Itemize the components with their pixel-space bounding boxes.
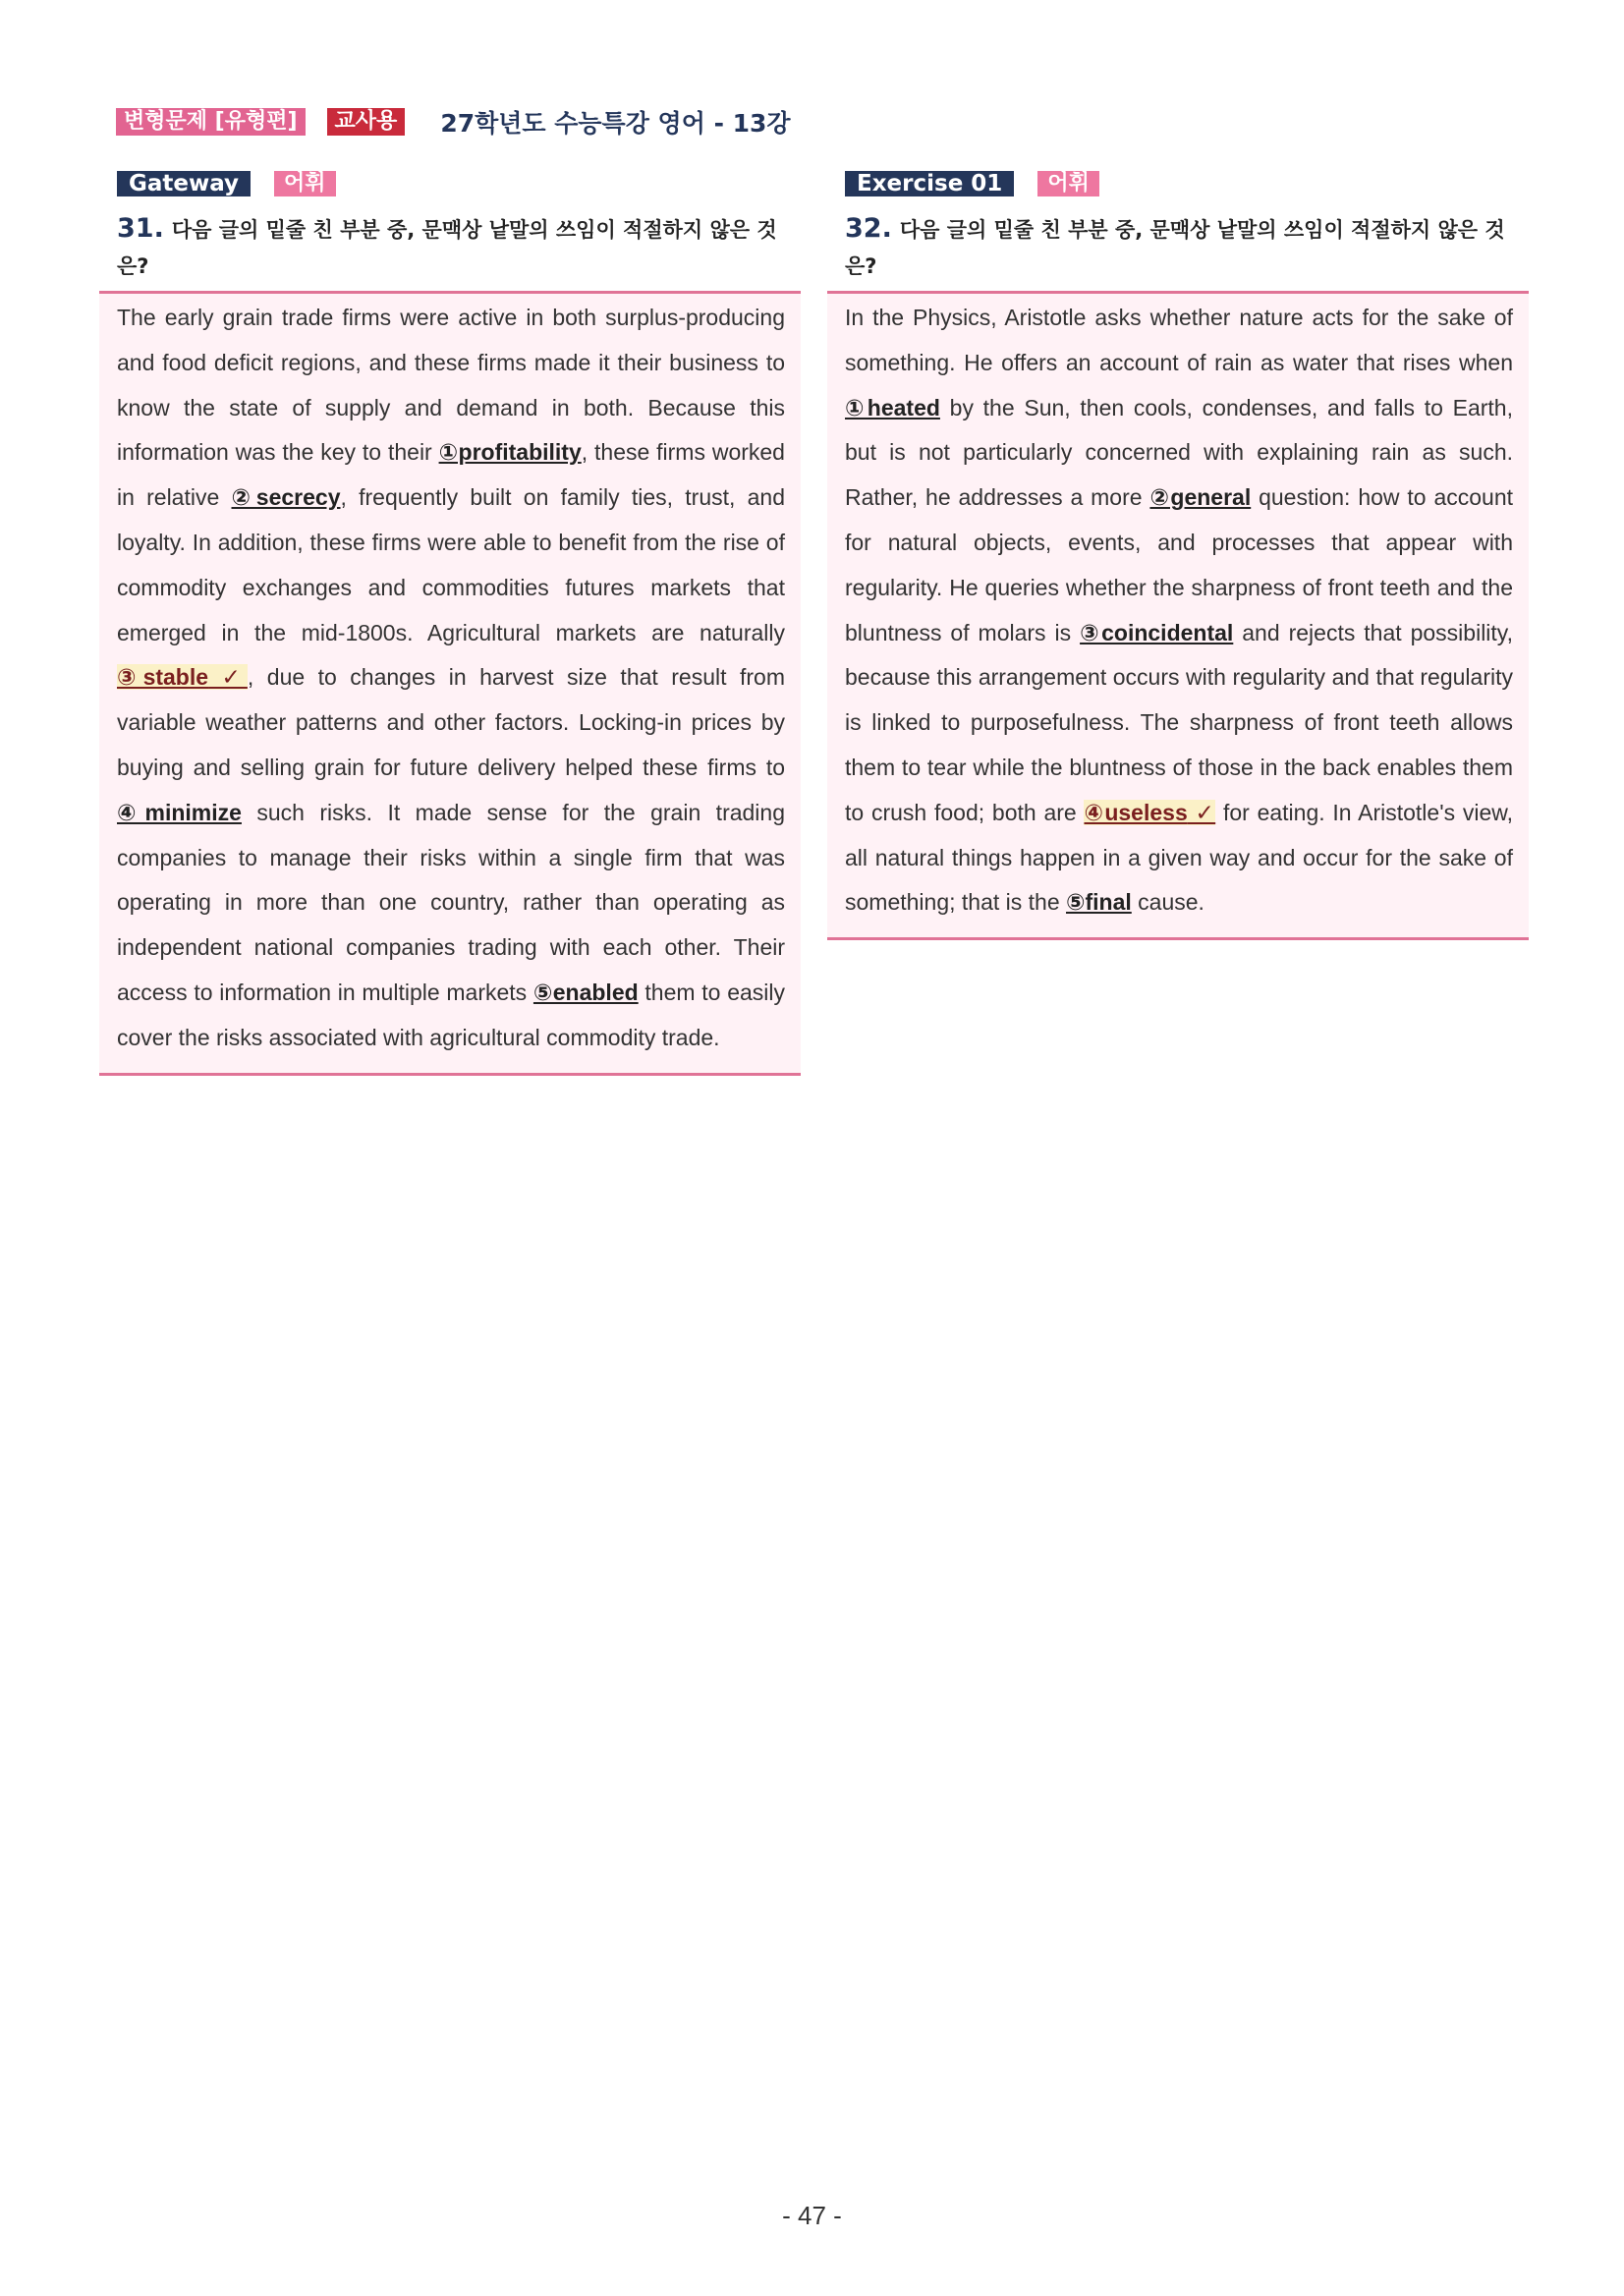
page-header	[116, 106, 791, 138]
check-mark-icon: ✓	[208, 664, 248, 691]
question-badges	[117, 171, 801, 196]
answer-underlined-word-3	[117, 664, 248, 690]
question-31-column	[99, 171, 801, 1076]
passage-text: cause.	[1131, 889, 1204, 916]
question-32-column	[827, 171, 1529, 940]
page-title: 27학년도 수능특강 영어 - 13강	[440, 109, 791, 138]
type-tag: 변형문제 [유형편]	[116, 108, 306, 136]
question-number: 31.	[117, 213, 164, 244]
underlined-word-1: ①profitability	[438, 439, 582, 466]
passage-text: such risks. It made sense for the grain trading companies to manage their risks within a single firm that was operating in more than one country, rather than operating as independent national companies trading with each other. Their access to information in multiple markets	[117, 799, 785, 1005]
underlined-word-5: ⑤final	[1066, 889, 1132, 916]
vocab-badge: 어휘	[1037, 171, 1099, 196]
vocab-badge: 어휘	[274, 171, 336, 196]
question-prompt	[845, 210, 1513, 285]
passage-text: for eating. In Aristotle's view, all natural things happen in a given way and occur for the sake of something; that is the	[845, 799, 1513, 916]
passage-text: and rejects that possibility, because this arrangement occurs with regularity and that regularity is linked to purposefulness. The sharpness of front teeth allows them to tear while the bluntness of those in the back enables them to crush food; both are	[845, 619, 1513, 825]
passage-text: The early grain trade firms were active in both surplus-producing and food deficit regions, and these firms made it their business to know the state of supply and demand in both. Because this information was the key to their	[117, 305, 785, 466]
underlined-word-2: ②general	[1149, 484, 1252, 511]
gateway-badge: Gateway	[117, 171, 251, 196]
question-number: 32.	[845, 213, 892, 244]
passage-text: In the Physics, Aristotle asks whether nature acts for the sake of something. He offers an account of rain as water that rises when	[845, 305, 1513, 375]
question-text: 다음 글의 밑줄 친 부분 중, 문맥상 낱말의 쓰임이 적절하지 않은 것은?	[845, 218, 1505, 278]
passage-box	[99, 291, 801, 1076]
underlined-word-2: ②secrecy	[231, 484, 341, 511]
answer-word: ③stable	[117, 664, 209, 691]
underlined-word-1: ①heated	[845, 394, 940, 420]
check-mark-icon: ✓	[1187, 799, 1216, 825]
teacher-tag: 교사용	[327, 108, 406, 136]
exercise-badge: Exercise 01	[845, 171, 1014, 196]
passage-text: question: how to account for natural objects, events, and processes that appear with regularity. He queries whether the sharpness of front teeth and the bluntness of molars is	[845, 484, 1514, 645]
question-prompt	[117, 210, 785, 285]
passage-text: by the Sun, then cools, condenses, and falls to Earth, but is not particularly concerned with explaining rain as such. Rather, he addresses a more	[845, 394, 1513, 511]
passage-box	[827, 291, 1529, 940]
passage-text: , due to changes in harvest size that result from variable weather patterns and other factors. Locking-in prices by buying and selling grain for future delivery helped these firms to	[117, 664, 785, 780]
question-text: 다음 글의 밑줄 친 부분 중, 문맥상 낱말의 쓰임이 적절하지 않은 것은?	[117, 218, 777, 278]
question-badges	[845, 171, 1529, 196]
page-number: - 47 -	[782, 2201, 842, 2230]
underlined-word-3: ③coincidental	[1080, 619, 1234, 645]
underlined-word-4: ④minimize	[117, 799, 242, 825]
answer-underlined-word-4	[1084, 800, 1215, 825]
passage-text: , frequently built on family ties, trust, and loyalty. In addition, these firms were able to benefit from the rise of commodity exchanges and commodities futures markets that emerged in the mid-1800s. Agricultural markets are naturally	[117, 484, 785, 645]
passage-text: , these firms worked in relative	[117, 439, 785, 511]
underlined-word-5: ⑤enabled	[532, 979, 639, 1005]
passage-text: them to easily cover the risks associated with agricultural commodity trade.	[117, 979, 786, 1050]
answer-word: ④useless	[1084, 799, 1188, 825]
